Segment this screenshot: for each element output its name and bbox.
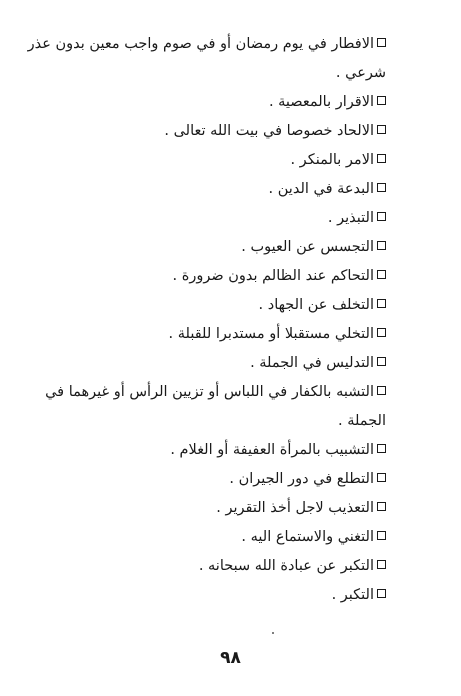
bullet-square-icon xyxy=(377,357,386,366)
list-item-text: التكبر عن عبادة الله سبحانه . xyxy=(198,558,374,574)
list-item-text: التشبه بالكفار في اللباس أو تزيين الرأس أو غيرهما في xyxy=(45,384,374,400)
list-item-text: التكبر . xyxy=(331,587,374,603)
list-item-text: التحاكم عند الظالم بدون ضرورة . xyxy=(172,268,374,284)
stray-mark xyxy=(272,632,274,634)
bullet-square-icon xyxy=(377,96,386,105)
list-item-text: التعذيب لاجل أخذ التقرير . xyxy=(216,500,374,516)
list-item xyxy=(48,436,386,465)
list-item xyxy=(48,320,386,349)
bullet-square-icon xyxy=(377,386,386,395)
list-item-text: التشبيب بالمرأة العفيفة أو الغلام . xyxy=(170,442,374,458)
list-item xyxy=(48,233,386,262)
list-item xyxy=(48,175,386,204)
bullet-square-icon xyxy=(377,270,386,279)
bullet-square-icon xyxy=(377,502,386,511)
list-item-continuation xyxy=(48,59,386,88)
list-item-text: التخلف عن الجهاد . xyxy=(258,297,374,313)
list-item xyxy=(48,465,386,494)
bullet-square-icon xyxy=(377,154,386,163)
document-page xyxy=(27,30,386,610)
bullet-square-icon xyxy=(377,38,386,47)
list-item xyxy=(48,349,386,378)
list-item-text: الافطار في يوم رمضان أو في صوم واجب معين بدون عذر xyxy=(27,36,374,52)
bullet-square-icon xyxy=(377,241,386,250)
bullet-square-icon xyxy=(377,299,386,308)
bullet-square-icon xyxy=(377,183,386,192)
bullet-square-icon xyxy=(377,531,386,540)
bullet-square-icon xyxy=(377,125,386,134)
list-item-text: البدعة في الدين . xyxy=(268,181,374,197)
list-item xyxy=(48,552,386,581)
list-item xyxy=(48,117,386,146)
list-item xyxy=(48,262,386,291)
list-item xyxy=(48,494,386,523)
list-item-text: التطلع في دور الجيران . xyxy=(229,471,374,487)
list-item-text: التخلي مستقبلا أو مستدبرا للقبلة . xyxy=(168,326,374,342)
bullet-square-icon xyxy=(377,560,386,569)
bullet-square-icon xyxy=(377,328,386,337)
list-item-continuation-text: الجملة . xyxy=(338,413,386,429)
list-item-text: التجسس عن العيوب . xyxy=(241,239,374,255)
list-item xyxy=(48,523,386,552)
list-item-text: التغني والاستماع اليه . xyxy=(241,529,374,545)
page-number: ٩٨ xyxy=(220,648,241,668)
list-item-text: التبذير . xyxy=(327,210,374,226)
list-item-continuation xyxy=(48,407,386,436)
bullet-square-icon xyxy=(377,473,386,482)
bullet-square-icon xyxy=(377,589,386,598)
bullet-square-icon xyxy=(377,212,386,221)
bullet-square-icon xyxy=(377,444,386,453)
list-item-text: التدليس في الجملة . xyxy=(250,355,374,371)
list-item xyxy=(48,291,386,320)
list-item xyxy=(48,204,386,233)
list-item xyxy=(48,146,386,175)
list-item xyxy=(27,30,386,59)
list-item-text: الاقرار بالمعصية . xyxy=(268,94,374,110)
list-item-text: الامر بالمنكر . xyxy=(290,152,374,168)
list-item xyxy=(48,581,386,610)
list-item xyxy=(45,378,386,407)
list-item-text: الالحاد خصوصا في بيت الله تعالى . xyxy=(164,123,374,139)
list-item-continuation-text: شرعي . xyxy=(335,65,386,81)
list-item xyxy=(48,88,386,117)
